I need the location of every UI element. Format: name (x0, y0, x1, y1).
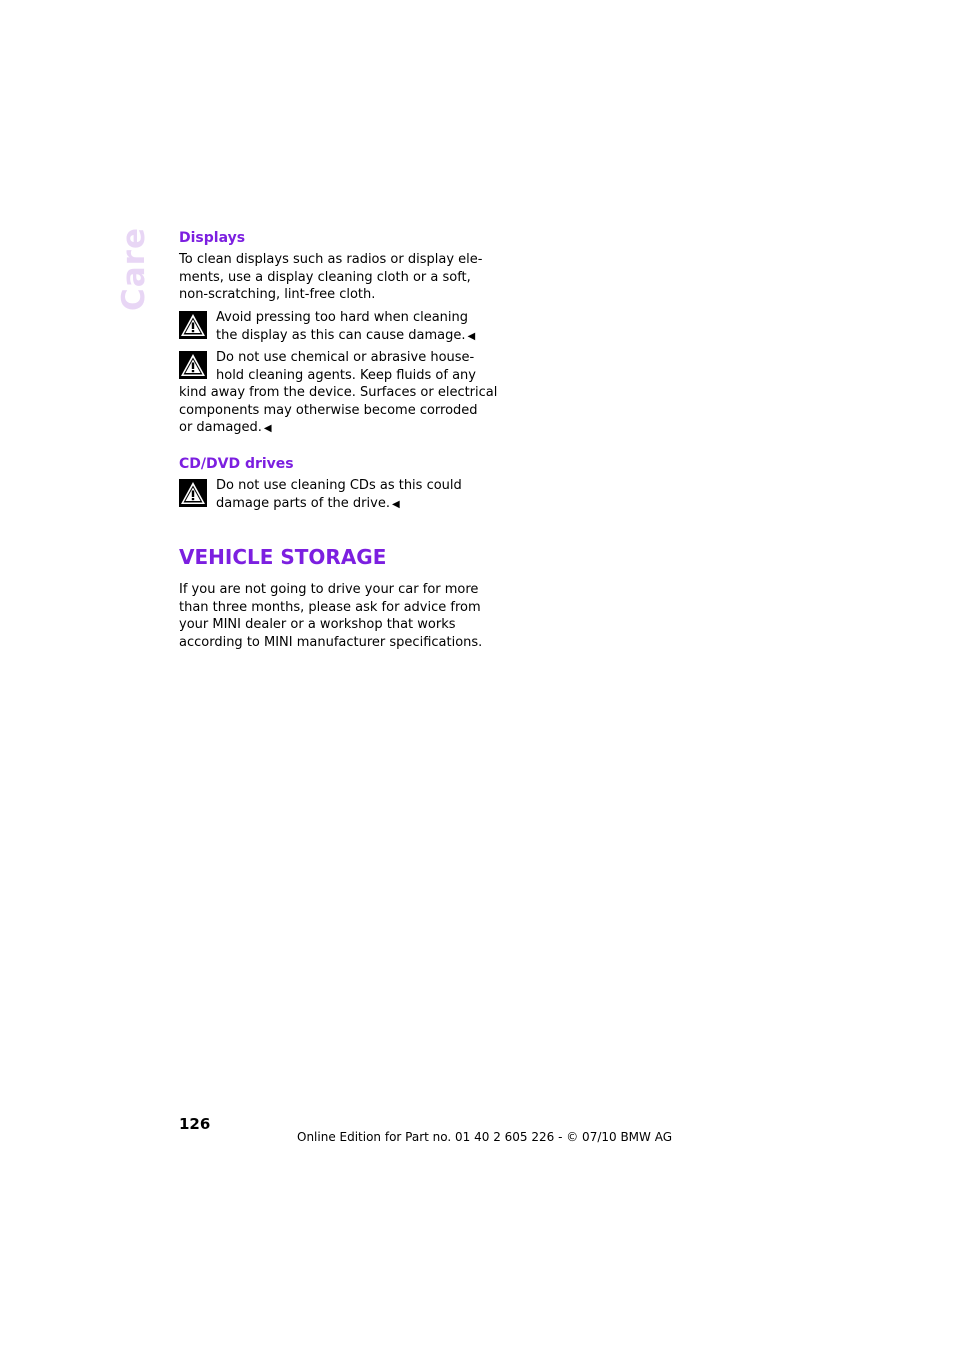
warning-line-text: or damaged. (179, 420, 262, 435)
end-mark-icon: ◀ (467, 330, 476, 342)
warning-line: Do not use chemical or abrasive house- (216, 350, 475, 365)
end-mark-icon: ◀ (263, 423, 272, 434)
end-mark-icon: ◀ (391, 498, 400, 510)
warning-triangle-icon (179, 479, 207, 507)
warning-line (179, 419, 468, 438)
warning-note-pressing (179, 309, 476, 345)
warning-line: Avoid pressing too hard when cleaning (216, 310, 469, 325)
warning-line (179, 495, 468, 514)
warning-triangle-icon (179, 311, 207, 339)
vehicle-storage-line: your MINI dealer or a workshop that works (179, 617, 456, 632)
displays-body (179, 251, 482, 304)
vehicle-storage-line: according to MINI manufacturer specifications. (179, 634, 483, 650)
warning-line: Do not use cleaning CDs as this could (216, 478, 462, 493)
section-side-tab-label: Care (116, 227, 153, 311)
displays-body-line: ments, use a display cleaning cloth or a soft, (179, 269, 471, 285)
page-number: 126 (179, 1115, 211, 1133)
warning-line-text: the display as this can cause damage. (216, 327, 466, 343)
cd-dvd-heading: CD/DVD drives (179, 456, 294, 472)
vehicle-storage-body (179, 581, 482, 651)
displays-body-line: non-scratching, lint-free cloth. (179, 287, 376, 302)
warning-line: hold cleaning agents. Keep fluids of any (216, 367, 476, 383)
warning-line: kind away from the device. Surfaces or electrical (179, 385, 498, 400)
displays-body-line: To clean displays such as radios or display ele- (179, 252, 483, 267)
vehicle-storage-heading: VEHICLE STORAGE (179, 545, 387, 569)
displays-heading: Displays (179, 230, 246, 246)
warning-triangle-icon (179, 351, 207, 379)
warning-line (179, 327, 476, 346)
footer-edition: Online Edition for Part no. 01 40 2 605 226 - © 07/10 BMW AG (297, 1130, 673, 1144)
vehicle-storage-line: If you are not going to drive your car for more (179, 582, 479, 597)
warning-line-text: damage parts of the drive. (216, 495, 390, 511)
warning-note-chemicals (179, 349, 498, 438)
warning-line: components may otherwise become corroded (179, 402, 478, 418)
section-side-tab (114, 226, 154, 312)
vehicle-storage-line: than three months, please ask for advice from (179, 599, 481, 615)
warning-note-cleaning-cds (179, 477, 468, 513)
